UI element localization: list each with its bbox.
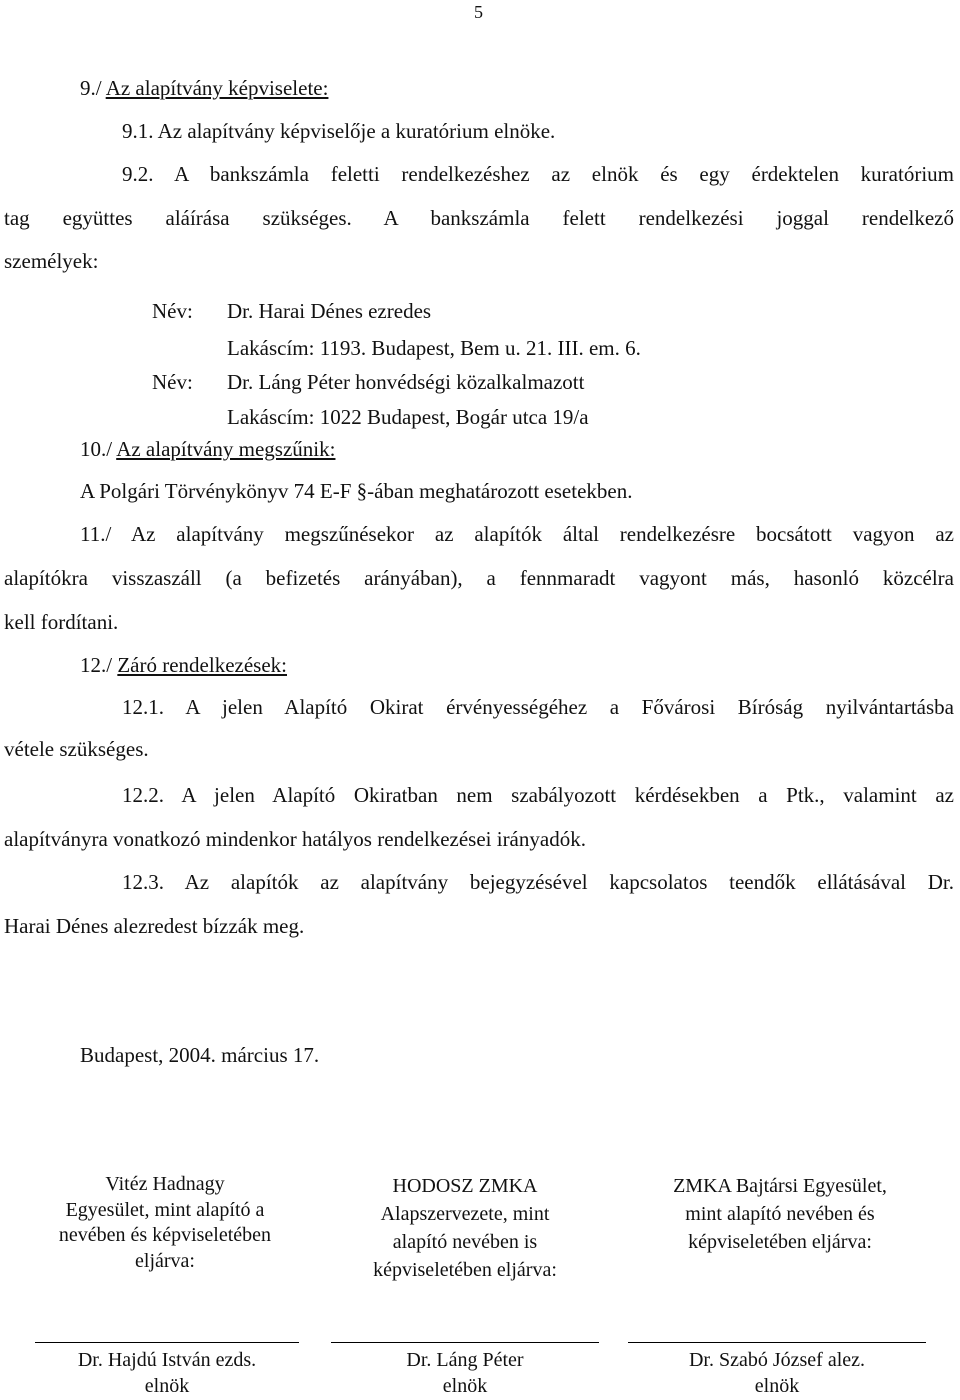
section-9-number: 9./ — [80, 76, 106, 100]
signatory-1-line3: nevében és képviseletében — [58, 1224, 272, 1247]
person-1-address: Lakáscím: 1193. Budapest, Bem u. 21. III. em. 6. — [227, 336, 641, 360]
section-12-3-line1: 12.3. Az alapítók az alapítvány bejegyzésével kapcsolatos teendők ellátásával Dr. — [122, 870, 954, 894]
section-11-line2: alapítókra visszaszáll (a befizetés arányában), a fennmaradt vagyont más, hasonló közcélra — [4, 566, 954, 590]
section-12-1-line1: 12.1. A jelen Alapító Okirat érvényességéhez a Fővárosi Bíróság nyilvántartásba — [122, 695, 954, 719]
section-9-2-line3: személyek: — [4, 249, 99, 273]
signer-2-name: Dr. Láng Péter — [406, 1349, 524, 1371]
section-9-2-line2: tag együttes aláírása szükséges. A bankszámla felett rendelkezési joggal rendelkező — [4, 206, 954, 230]
section-12-1-line2: vétele szükséges. — [4, 737, 149, 761]
section-11-line3: kell fordítani. — [4, 610, 119, 634]
section-10-heading — [80, 437, 335, 462]
section-12-heading — [80, 653, 287, 678]
signer-2 — [320, 1347, 610, 1399]
signer-1-name: Dr. Hajdú István ezds. — [77, 1349, 257, 1371]
section-11-line1: 11./ Az alapítvány megszűnésekor az alapítók által rendelkezésre bocsátott vagyon az — [80, 522, 954, 546]
section-10-title: Az alapítvány megszűnik: — [116, 437, 336, 461]
signatory-3-line2: mint alapító nevében és — [685, 1203, 875, 1225]
signer-1-role: elnök — [144, 1375, 190, 1397]
section-9-heading — [80, 76, 328, 101]
section-12-number: 12./ — [80, 653, 118, 677]
signatory-1-block — [20, 1172, 310, 1274]
signatory-2-line3: alapító nevében is — [392, 1231, 538, 1253]
section-9-1-text: 9.1. Az alapítvány képviselője a kuratórium elnöke. — [122, 119, 556, 143]
section-12-3-line2: Harai Dénes alezredest bízzák meg. — [4, 914, 305, 938]
section-10-text: A Polgári Törvénykönyv 74 E-F §-ában meghatározott esetekben. — [80, 479, 633, 503]
signatory-3-line3: képviseletében eljárva: — [688, 1231, 872, 1253]
signature-line-1 — [35, 1342, 299, 1343]
signatory-3-line1: ZMKA Bajtársi Egyesület, — [673, 1175, 887, 1197]
signatory-2-line2: Alapszervezete, mint — [380, 1203, 550, 1225]
person-1-name: Dr. Harai Dénes ezredes — [227, 299, 432, 323]
signer-3 — [628, 1347, 926, 1399]
signatory-2-line4: képviseletében eljárva: — [373, 1259, 557, 1281]
signer-2-role: elnök — [442, 1375, 488, 1397]
signer-3-name: Dr. Szabó József alez. — [688, 1349, 866, 1371]
signatory-3-block — [630, 1172, 930, 1256]
signatory-1-line1: Vitéz Hadnagy — [105, 1173, 225, 1195]
signatory-1-line2: Egyesület, mint alapító a — [65, 1198, 265, 1221]
section-12-title: Záró rendelkezések: — [117, 653, 287, 677]
signature-line-2 — [331, 1342, 599, 1343]
page-number: 5 — [474, 2, 483, 22]
person-2-label: Név: — [152, 370, 193, 394]
section-12-2-line1: 12.2. A jelen Alapító Okiratban nem szabályozott kérdésekben a Ptk., valamint az — [122, 783, 954, 807]
section-12-2-line2: alapítványra vonatkozó mindenkor hatályos rendelkezései irányadók. — [4, 827, 586, 851]
place-date: Budapest, 2004. március 17. — [80, 1043, 320, 1067]
signature-line-3 — [628, 1342, 926, 1343]
section-10-number: 10./ — [80, 437, 117, 461]
signer-3-role: elnök — [754, 1375, 800, 1397]
signatory-2-block — [320, 1172, 610, 1284]
person-2-name: Dr. Láng Péter honvédségi közalkalmazott — [227, 370, 585, 394]
person-2-address: Lakáscím: 1022 Budapest, Bogár utca 19/a — [227, 405, 589, 429]
section-9-2-line1: 9.2. A bankszámla feletti rendelkezéshez az elnök és egy érdektelen kuratórium — [122, 162, 954, 186]
signer-1 — [20, 1347, 314, 1399]
signatory-1-line4: eljárva: — [135, 1249, 195, 1272]
signatory-2-line1: HODOSZ ZMKA — [392, 1175, 538, 1197]
section-9-title: Az alapítvány képviselete: — [105, 76, 329, 100]
person-1-label: Név: — [152, 299, 193, 323]
